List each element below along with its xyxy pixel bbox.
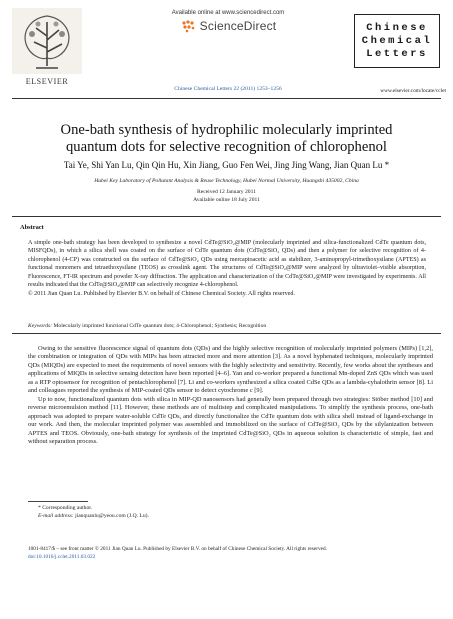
journal-title-word: Chemical bbox=[361, 34, 433, 47]
author-list: Tai Ye, Shi Yan Lu, Qin Qin Hu, Xin Jiang, Guo Fen Wei, Jing Jing Wang, Jian Quan Lu * bbox=[63, 160, 390, 170]
sciencedirect-mark-icon bbox=[180, 19, 196, 33]
sciencedirect-name: ScienceDirect bbox=[199, 19, 277, 33]
front-matter-line: 1001-8417/$ – see front matter © 2011 Jian Quan Lu. Published by Elsevier B.V. on behalf of Chinese Chemical Society. All rights reserved. bbox=[28, 546, 327, 552]
sciencedirect-logo[interactable] bbox=[108, 19, 348, 33]
body-text bbox=[28, 345, 433, 446]
abstract-text bbox=[28, 239, 426, 298]
footnote bbox=[38, 504, 338, 520]
available-online-text: Available online at www.sciencedirect.com bbox=[171, 10, 285, 16]
paragraph: Owing to the sensitive fluorescence signal of quantum dots (QDs) and the highly selective recognition of molecularly imprinted polymers (MIPs) [1,2], the combination or integration of QDs with MIPs has been attracted more and more attention [3]. As a novel hyphenated techniques, molecularly imprinted QDs (MIQDs) are expected to meet the requirements of novel sensors with the highly selectivity and sensitivity. Recently, few works about the syntheses and applications of MIQDs in selective sensing detection have been reported [4–6]. Yan and co-worker prepared a functional Mn-doped ZnS QDs which was used as a RTP optosensor for recognition of pentachlorophenol [7]. Li and co-workers synthesized a silica coated CdSe QDs as a lambda-cyhalothrin sensor [8]. Li and colleagues reported the synthesis of MIP-coated QDs sensor to detect cytochrome c [9]. bbox=[28, 345, 433, 395]
article-title bbox=[18, 122, 435, 156]
front-matter-footer bbox=[28, 545, 438, 561]
journal-url[interactable]: www.elsevier.com/locate/cclet bbox=[380, 88, 446, 94]
elsevier-wordmark: ELSEVIER bbox=[25, 77, 69, 86]
journal-reference[interactable]: Chinese Chemical Letters 22 (2011) 1253–1256 bbox=[174, 86, 282, 92]
header-divider bbox=[12, 98, 441, 99]
title-line: One-bath synthesis of hydrophilic molecularly imprinted bbox=[60, 122, 393, 138]
footnote-rule bbox=[28, 501, 88, 502]
title-line: quantum dots for selective recognition of chlorophenol bbox=[66, 139, 387, 155]
keywords-list: Molecularly imprinted functional CdTe quantum dots; 4-Chlorophenol; Synthesis; Recognition bbox=[53, 323, 267, 329]
keywords-label: Keywords: bbox=[28, 323, 53, 329]
sciencedirect-header bbox=[108, 10, 348, 33]
email-line bbox=[38, 512, 338, 520]
abstract-bottom-rule bbox=[12, 333, 441, 334]
abstract-heading: Abstract bbox=[20, 224, 44, 231]
email-label: E-mail address: bbox=[38, 513, 74, 519]
journal-title-word: Chinese bbox=[366, 21, 428, 34]
journal-title-word: Letters bbox=[366, 47, 428, 60]
corresponding-author-note: * Corresponding author. bbox=[38, 505, 93, 511]
copyright-notice: © 2011 Jian Quan Lu. Published by Elsevier B.V. on behalf of Chinese Chemical Society. All rights reserved. bbox=[28, 290, 295, 297]
abstract-body: A simple one-bath strategy has been developed to synthesize a novel CdTe@SiO₂@MIP (molecularly imprinted and silica-functionalized CdTe quantum dots, MISFQDs), in which a silica shell was coated on the surface of CdTe quantum dots (CdTe@SiO₂ QDs) and then a polymer for selective recognition of 4-chlorophenol (4-CP) was constructed on the surface of CdTe@SiO₂ QDs using mercaptoacetic acid as stabilizer, 3-aminopropyl-trimethoxysilane (APTES) as functional monomers and tetraethoxysilane (TEOS) as crosslink agent. The structures of CdTe@SiO₂@MIP were analyzed by ultraviolet–visible absorption, Fluorescence, FT-IR spectrum and powder X-ray diffraction. The application and characterization of the CdTe@SiO₂@MIP were investigated by experiments. All results indicated that the CdTe@SiO₂@MIP can selectively recognize 4-chlorophenol. bbox=[28, 240, 426, 289]
abstract-top-rule bbox=[12, 216, 441, 217]
received-date: Received 12 January 2011 bbox=[197, 189, 256, 195]
article-dates bbox=[100, 188, 353, 204]
doi-link[interactable]: doi:10.1016/j.cclet.2011.03.022 bbox=[28, 554, 96, 560]
paragraph: Up to now, functionalized quantum dots with silica in MIP-QD nanosensors had generally been prepared through two strategies: Stöber method [10] and reverse microemulsion method [11]. However, these methods are of multistep and complicated manipulations. To simplify the synthesis process, one-bath approach was adopted to prepare water-soluble CdTe QDs, and directly functionalize the CdTe quantum dots with silica shell instead of ligand-exchange in our work. And then, the molecular imprinted polymer was assembled and immobilized on the surface of CdTe@SiO₂ QDs by the silylanization between APTES and TEOS. Obviously, one-bath strategy for synthesis of the imprinted CdTe@SiO₂ QDs in aqueous solution is characteristic of simple, fast and without separation process. bbox=[28, 395, 433, 445]
email-address[interactable]: jianquanlu@yeou.com (J.Q. Lu). bbox=[75, 513, 149, 519]
journal-title-box bbox=[354, 14, 440, 68]
available-date: Available online 18 July 2011 bbox=[193, 197, 260, 203]
affiliation: Hubei Key Laboratory of Pollutant Analysis & Reuse Technology, Hubei Normal University, Huangshi 435002, China bbox=[94, 178, 359, 184]
elsevier-tree-logo-icon bbox=[12, 8, 82, 74]
keywords bbox=[28, 323, 426, 329]
